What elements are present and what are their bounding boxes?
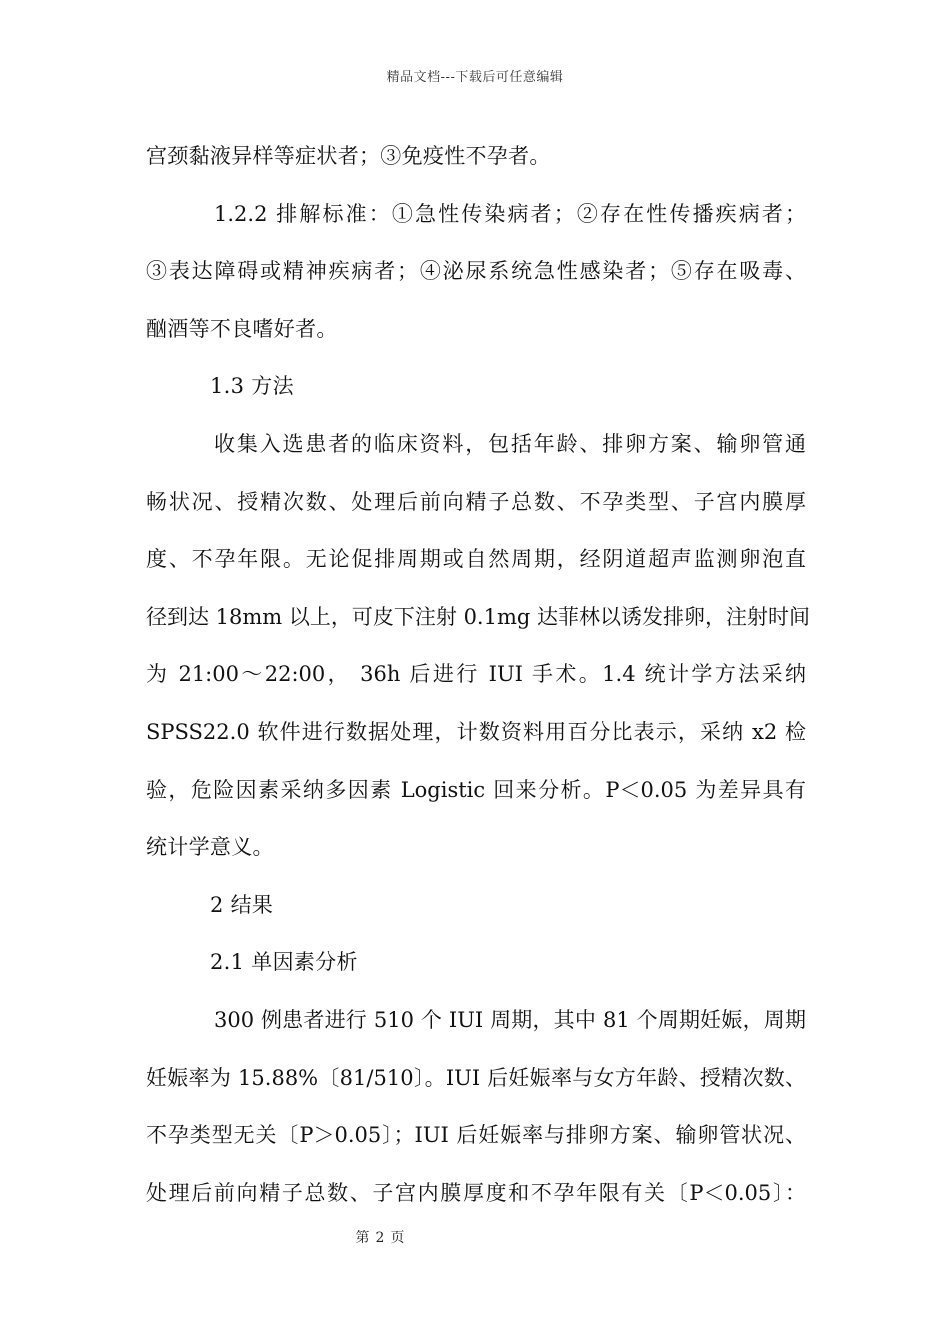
body-line: 统计学意义。	[146, 835, 274, 860]
body-line: 酗酒等不良嗜好者。	[146, 316, 338, 341]
section-heading-results: 2 结果	[210, 892, 274, 917]
body-line: 为 21:00～22:00， 36h 后进行 IUI 手术。1.4 统计学方法采纳	[146, 662, 806, 687]
page-header: 精品文档---下载后可任意编辑	[386, 70, 564, 85]
body-line: 妊娠率为 15.88%〔81/510〕。IUI 后妊娠率与女方年龄、授精次数、	[146, 1065, 806, 1090]
results-line: 300 例患者进行 510 个 IUI 周期，其中 81 个周期妊娠，周期	[214, 1007, 806, 1032]
body-line: 处理后前向精子总数、子宫内膜厚度和不孕年限有关〔P＜0.05〕：	[146, 1180, 806, 1205]
body-line: SPSS22.0 软件进行数据处理，计数资料用百分比表示，采纳 x2 检	[146, 719, 806, 744]
body-line: 度、不孕年限。无论促排周期或自然周期，经阴道超声监测卵泡直	[146, 547, 806, 572]
footer-prefix: 第	[355, 1230, 370, 1246]
body-line: 径到达 18mm 以上，可皮下注射 0.1mg 达菲林以诱发排卵，注射时间	[146, 604, 810, 629]
body-line: 畅状况、授精次数、处理后前向精子总数、不孕类型、子宫内膜厚	[146, 489, 806, 514]
section-heading-methods: 1.3 方法	[210, 374, 294, 399]
body-line: ③表达障碍或精神疾病者；④泌尿系统急性感染者；⑤存在吸毒、	[146, 259, 806, 284]
section-heading-univariate: 2.1 单因素分析	[210, 950, 358, 975]
document-body	[146, 128, 810, 1222]
methods-line: 收集入选患者的临床资料，包括年龄、排卵方案、输卵管通	[214, 431, 806, 456]
body-line: 宫颈黏液异样等症状者；③免疫性不孕者。	[146, 144, 551, 168]
page-footer	[0, 1227, 760, 1247]
body-line: 验，危险因素采纳多因素 Logistic 回来分析。P＜0.05 为差异具有	[146, 777, 806, 802]
footer-suffix: 页	[390, 1230, 405, 1246]
body-line: 不孕类型无关〔P＞0.05〕；IUI 后妊娠率与排卵方案、输卵管状况、	[146, 1123, 806, 1148]
page-number: 2	[375, 1230, 385, 1246]
exclusion-criteria-line: 1.2.2 排解标准：①急性传染病者；②存在性传播疾病者；	[214, 201, 806, 226]
